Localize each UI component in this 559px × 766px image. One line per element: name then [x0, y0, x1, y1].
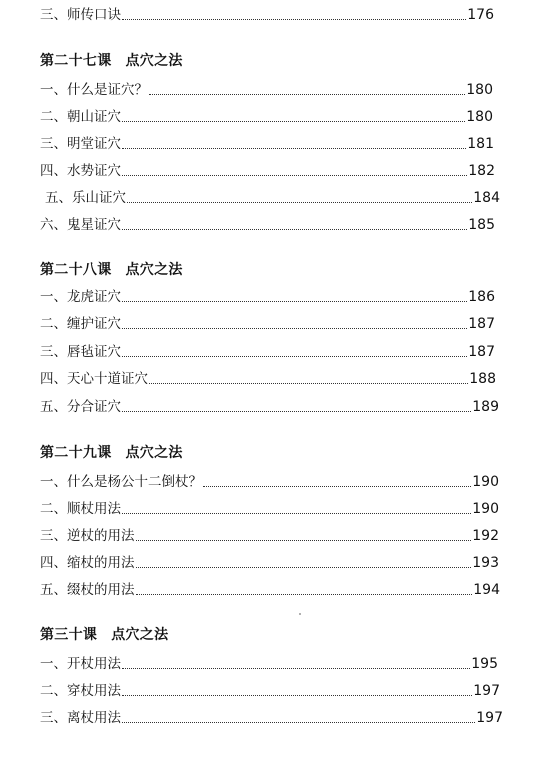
toc-entry-page: 182	[468, 163, 495, 179]
toc-entry	[40, 214, 495, 234]
toc-entry	[40, 341, 495, 361]
toc-entry	[45, 187, 500, 207]
toc-entry-page: 193	[472, 555, 499, 571]
dot-leader	[122, 513, 471, 514]
toc-entry-page: 190	[472, 474, 499, 490]
toc-entry-page: 186	[468, 289, 495, 305]
toc-entry-title: 三、唇毡证穴	[40, 344, 121, 360]
toc-entry-page: 184	[473, 190, 500, 206]
toc-entry	[40, 106, 493, 126]
lesson-heading	[40, 444, 183, 462]
toc-entry-page: 176	[467, 7, 494, 23]
dot-leader	[122, 411, 471, 412]
toc-entry-title: 四、水势证穴	[40, 163, 121, 179]
toc-entry	[40, 133, 494, 153]
dot-leader	[122, 229, 467, 230]
dot-leader	[122, 121, 465, 122]
dot-leader	[136, 567, 472, 568]
toc-entry	[40, 313, 495, 333]
toc-entry-title: 三、离杖用法	[40, 710, 121, 726]
toc-entry-page: 192	[472, 528, 499, 544]
dot-leader	[136, 594, 473, 595]
toc-entry-title: 二、朝山证穴	[40, 109, 121, 125]
lesson-topic: 点穴之法	[125, 445, 183, 461]
lesson-topic: 点穴之法	[125, 53, 183, 69]
toc-entry-title: 一、什么是杨公十二倒杖？	[40, 474, 202, 490]
toc-entry-title: 一、龙虎证穴	[40, 289, 121, 305]
toc-entry	[40, 525, 499, 545]
lesson-heading	[40, 52, 183, 70]
toc-entry-title: 三、明堂证穴	[40, 136, 121, 152]
toc-entry	[40, 160, 495, 180]
toc-entry-page: 190	[472, 501, 499, 517]
toc-entry-title: 五、乐山证穴	[45, 190, 126, 206]
toc-entry	[40, 579, 500, 599]
toc-entry	[40, 79, 493, 99]
toc-entry-page: 197	[476, 710, 503, 726]
dot-leader	[127, 202, 472, 203]
toc-entry	[40, 396, 499, 416]
toc-entry-title: 三、逆杖的用法	[40, 528, 135, 544]
lesson-number: 第二十九课	[40, 445, 112, 461]
toc-entry-title: 四、天心十道证穴	[40, 371, 148, 387]
toc-entry-page: 181	[467, 136, 494, 152]
dot-leader	[122, 722, 475, 723]
dot-leader	[122, 328, 467, 329]
toc-entry	[40, 286, 495, 306]
toc-entry-page: 187	[468, 344, 495, 360]
lesson-number: 第二十八课	[40, 262, 112, 278]
toc-entry-page: 180	[466, 109, 493, 125]
toc-entry-title: 三、师传口诀	[40, 7, 121, 23]
toc-entry	[40, 680, 500, 700]
lesson-topic: 点穴之法	[111, 627, 169, 643]
toc-entry	[40, 368, 496, 388]
lesson-number: 第二十七课	[40, 53, 112, 69]
dot-leader	[122, 301, 467, 302]
lesson-heading	[40, 626, 168, 644]
toc-entry	[40, 4, 494, 24]
dot-leader	[122, 356, 467, 357]
toc-entry-title: 一、开杖用法	[40, 656, 121, 672]
toc-entry-page: 185	[468, 217, 495, 233]
toc-entry-page: 189	[472, 399, 499, 415]
toc-entry	[40, 552, 499, 572]
dot-leader	[122, 695, 472, 696]
dot-leader	[203, 486, 471, 487]
toc-entry-page: 188	[469, 371, 496, 387]
dot-leader	[149, 383, 468, 384]
toc-entry	[40, 498, 499, 518]
toc-entry-title: 六、鬼星证穴	[40, 217, 121, 233]
toc-entry-title: 一、什么是证穴？	[40, 82, 148, 98]
toc-entry-page: 187	[468, 316, 495, 332]
dot-leader	[122, 19, 466, 20]
toc-entry-title: 二、顺杖用法	[40, 501, 121, 517]
dot-leader	[122, 175, 467, 176]
toc-entry-title: 五、缀杖的用法	[40, 582, 135, 598]
toc-entry-page: 180	[466, 82, 493, 98]
dot-leader	[149, 94, 465, 95]
lesson-topic: 点穴之法	[125, 262, 183, 278]
scan-speck	[299, 613, 301, 615]
toc-entry-page: 197	[473, 683, 500, 699]
toc-entry-title: 五、分合证穴	[40, 399, 121, 415]
toc-entry-page: 195	[471, 656, 498, 672]
toc-entry	[40, 707, 503, 727]
toc-entry-page: 194	[473, 582, 500, 598]
toc-entry	[40, 471, 499, 491]
lesson-heading	[40, 261, 183, 279]
dot-leader	[122, 668, 470, 669]
toc-entry-title: 四、缩杖的用法	[40, 555, 135, 571]
toc-entry	[40, 653, 498, 673]
toc-entry-title: 二、穿杖用法	[40, 683, 121, 699]
lesson-number: 第三十课	[40, 627, 98, 643]
dot-leader	[122, 148, 466, 149]
toc-entry-title: 二、缠护证穴	[40, 316, 121, 332]
dot-leader	[136, 540, 472, 541]
